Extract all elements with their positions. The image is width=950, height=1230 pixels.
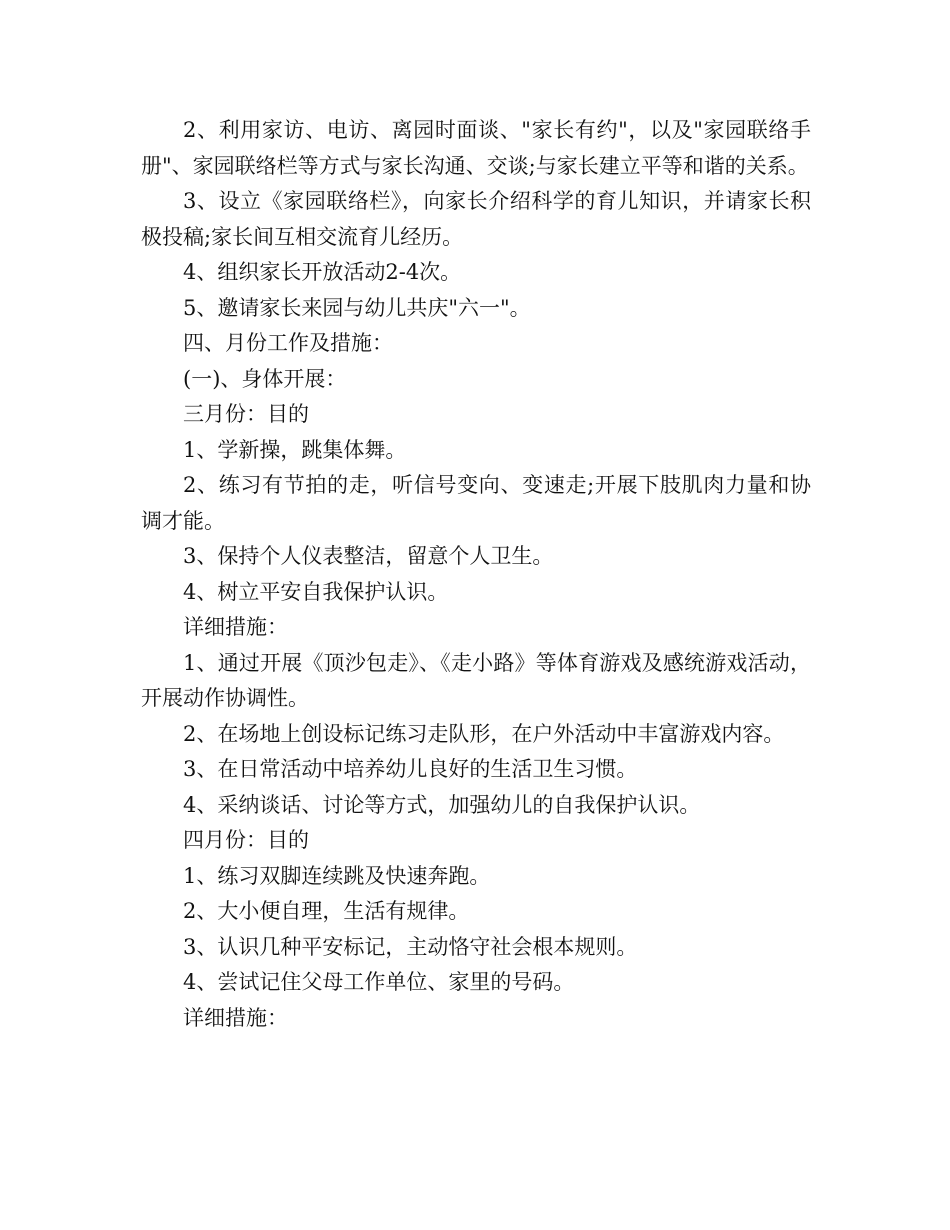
document-body <box>141 113 811 1036</box>
paragraph: 3、设立《家园联络栏》，向家长介绍科学的育儿知识，并请家长积极投稿;家长间互相交流育儿经历。 <box>141 189 811 249</box>
month-heading: 四月份：目的 <box>183 828 309 852</box>
paragraph: 3、保持个人仪表整洁，留意个人卫生。 <box>183 544 554 568</box>
measures-heading: 详细措施： <box>183 1005 288 1030</box>
paragraph: 4、组织家长开放活动2-4次。 <box>183 260 462 284</box>
paragraph: 1、练习双脚连续跳及快速奔跑。 <box>183 863 491 888</box>
measures-heading: 详细措施： <box>183 615 288 639</box>
paragraph: 4、采纳谈话、讨论等方式，加强幼儿的自我保护认识。 <box>183 792 701 817</box>
paragraph: 4、尝试记住父母工作单位、家里的号码。 <box>183 970 575 994</box>
paragraph: 1、通过开展《顶沙包走》、《走小路》等体育游戏及感统游戏活动，开展动作协调性。 <box>141 650 811 710</box>
subsection-heading: (一)、身体开展： <box>183 366 347 391</box>
paragraph: 4、树立平安自我保护认识。 <box>183 579 449 604</box>
paragraph: 3、在日常活动中培养幼儿良好的生活卫生习惯。 <box>183 757 638 781</box>
section-heading: 四、月份工作及措施： <box>183 331 393 355</box>
paragraph: 3、认识几种平安标记，主动恪守社会根本规则。 <box>183 934 638 959</box>
month-heading: 三月份：目的 <box>183 402 309 426</box>
paragraph: 2、利用家访、电访、离园时面谈、"家长有约"，以及"家园联络手册"、家园联络栏等方式与家长沟通、交谈;与家长建立平等和谐的关系。 <box>141 118 811 178</box>
paragraph: 2、大小便自理，生活有规律。 <box>183 899 470 923</box>
paragraph: 1、学新操，跳集体舞。 <box>183 437 407 462</box>
paragraph: 2、练习有节拍的走，听信号变向、变速走;开展下肢肌肉力量和协调才能。 <box>141 473 811 533</box>
paragraph: 2、在场地上创设标记练习走队形，在户外活动中丰富游戏内容。 <box>183 721 785 746</box>
paragraph: 5、邀请家长来园与幼儿共庆"六一"。 <box>183 295 531 320</box>
